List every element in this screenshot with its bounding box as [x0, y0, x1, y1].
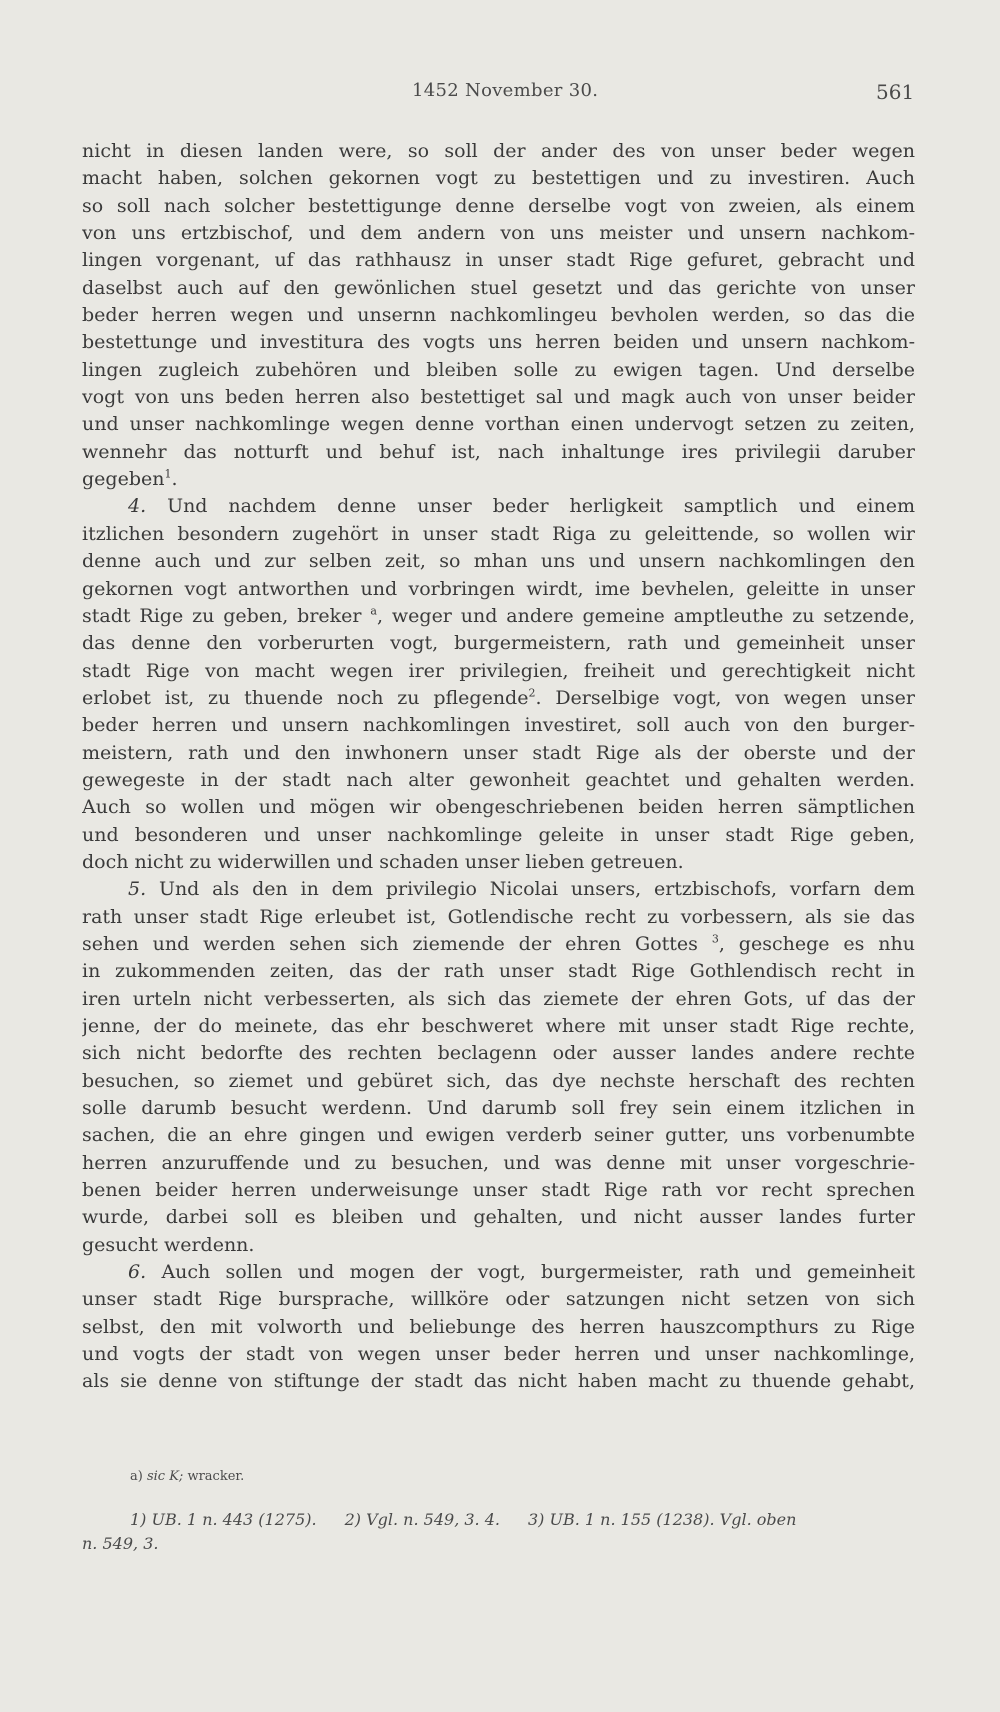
text-line: und unser nachkomlinge wegen denne vorthan einen undervogt setzen zu zeiten, [82, 413, 915, 436]
text-line: von uns ertzbischof, und dem andern von uns meister und unsern nachkom- [82, 222, 915, 245]
text-line: nicht in diesen landen were, so soll der ander des von unser beder wegen [82, 140, 915, 162]
text-line: gewegeste in der stadt nach alter gewonheit geachtet und gehalten werden. [82, 768, 915, 791]
text-line: so soll nach solcher bestettigunge denne derselbe vogt von zweien, als einem [82, 194, 915, 217]
text-line: gekornen vogt antworthen und vorbringen wirdt, ime bevhelen, geleitte in unser [82, 577, 915, 600]
text-line: itzlichen besondern zugehört in unser stadt Riga zu geleittende, so wollen wir [82, 522, 915, 545]
text-line: wurde, darbei soll es bleiben und gehalten, und nicht ausser landes furter [82, 1206, 915, 1229]
text-line: beder herren wegen und unsernn nachkomlingeu bevholen werden, so das die [82, 304, 915, 327]
text-line: denne auch und zur selben zeit, so mhan uns und unsern nachkomlingen den [82, 550, 915, 573]
text-line: rath unser stadt Rige erleubet ist, Gotlendische recht zu vorbessern, als sie das [82, 905, 915, 928]
section-6-first-line: 6. Auch sollen und mogen der vogt, burgermeister, rath und gemeinheit [128, 1261, 915, 1284]
text-line: solle darumb besucht werdenn. Und darumb soll frey sein einem itzlichen in [82, 1097, 915, 1120]
text-line: selbst, den mit volworth und beliebunge des herren hauszcompthurs zu Rige [82, 1315, 915, 1338]
text-line: sehen und werden sehen sich ziemende der ehren Gottes $^3$, geschege es nhu [82, 932, 915, 955]
footnote-marker-2: 2 [528, 686, 536, 700]
text-line: lingen vorgenant, uf das rathhausz in unser stadt Rige gefuret, gebracht und [82, 249, 915, 272]
section-number: 5. [128, 878, 147, 901]
text-line: benen beider herren underweisunge unser stadt Rige rath vor recht sprechen [82, 1179, 915, 1202]
section-4-text [82, 521, 915, 603]
text-line: in zukommenden zeiten, das der rath unser stadt Rige Gothlendisch recht in [82, 960, 915, 983]
section-5-text [82, 904, 915, 931]
footnote-1: 1) UB. 1 n. 443 (1275). [130, 1510, 317, 1529]
text-line: stadt Rige von macht wegen irer privilegien, freiheit und gerechtigkeit nicht [82, 659, 915, 682]
section-6-text [82, 1286, 915, 1395]
footnote-2: 2) Vgl. n. 549, 3. 4. [344, 1510, 500, 1529]
text-line: sachen, die an ehre gingen und ewigen verderb seiner gutter, uns vorbenumbte [82, 1124, 915, 1147]
running-header-date: 1452 November 30. [412, 80, 599, 101]
footnote-marker-3: 3 [711, 932, 719, 946]
numbered-footnotes [82, 1508, 915, 1556]
text-line: gesucht werdenn. [82, 1233, 255, 1256]
text-line: gegeben$^1$. [82, 467, 178, 491]
page-number: 561 [876, 80, 915, 104]
section-4-first-line: 4. Und nachdem denne unser beder herligkeit samptlich und einem [128, 495, 915, 518]
section-4-text [82, 630, 915, 685]
text-line: bestettunge und investitura des vogts uns herren beiden und unsern nachkom- [82, 331, 915, 354]
section-number: 6. [128, 1261, 147, 1284]
text-line: meistern, rath und den inwhonern unser stadt Rige als der oberste und der [82, 741, 915, 764]
text-line: besuchen, so ziemet und gebüret sich, das dye nechste herschaft des rechten [82, 1069, 915, 1092]
paragraph-continuation [82, 138, 915, 466]
text-line: unser stadt Rige bursprache, willköre oder satzungen nicht setzen von sich [82, 1288, 915, 1311]
text-line: und vogts der stadt von wegen unser beder herren und unser nachkomlinge, [82, 1343, 915, 1366]
text-line: als sie denne von stiftunge der stadt das nicht haben macht zu thuende gehabt, [82, 1370, 915, 1393]
text-line: herren anzuruffende und zu besuchen, und was denne mit unser vorgeschrie- [82, 1151, 915, 1174]
text-line: und besonderen und unser nachkomlinge geleite in unser stadt Rige geben, [82, 823, 915, 846]
text-line: iren urteln nicht verbesserten, als sich das ziemete der ehren Gots, uf das der [82, 987, 915, 1010]
text-line: stadt Rige zu geben, breker $^a$, weger und andere gemeine amptleuthe zu setzende, [82, 604, 915, 627]
footnotes [82, 1468, 915, 1556]
section-4-text [82, 712, 915, 849]
section-5-text [82, 958, 915, 1231]
section-number: 4. [128, 495, 147, 518]
text-line: jenne, der do meinete, das ehr beschweret where mit unser stadt Rige rechte, [82, 1015, 915, 1037]
text-line: beder herren und unsern nachkomlingen investiret, soll auch von den burger- [82, 714, 915, 737]
text-line: doch nicht zu widerwillen und schaden unser lieben getreuen. [82, 850, 684, 873]
footnote-marker-a: a [370, 604, 377, 618]
footnote-marker-1: 1 [164, 467, 172, 481]
footnote-a: a) sic K; wracker. [130, 1469, 245, 1484]
footnote-3-continuation: n. 549, 3. [82, 1534, 159, 1553]
main-text [82, 138, 915, 1396]
text-line: daselbst auch auf den gewönlichen stuel gesetzt und das gerichte von unser [82, 276, 915, 299]
footnote-3: 3) UB. 1 n. 155 (1238). Vgl. oben [527, 1510, 797, 1529]
text-line: macht haben, solchen gekornen vogt zu bestettigen und zu investiren. Auch [82, 167, 915, 190]
text-line: das denne den vorberurten vogt, burgermeistern, rath und gemeinheit unser [82, 632, 915, 655]
text-line: wennehr das notturft und behuf ist, nach inhaltunge ires privilegii daruber [82, 440, 915, 463]
text-line: sich nicht bedorfte des rechten beclagenn oder ausser landes andere rechte [82, 1042, 915, 1065]
text-line: lingen zugleich zubehören und bleiben solle zu ewigen tagen. Und derselbe [82, 358, 915, 381]
section-5-first-line: 5. Und als den in dem privilegio Nicolai unsers, ertzbischofs, vorfarn dem [128, 878, 915, 901]
text-line: erlobet ist, zu thuende noch zu pflegende$^2$. Derselbige vogt, von wegen unser [82, 686, 915, 709]
text-line: vogt von uns beden herren also bestettiget sal und magk auch von unser beider [82, 386, 915, 409]
text-line: Auch so wollen und mögen wir obengeschriebenen beiden herren sämptlichen [82, 796, 915, 819]
